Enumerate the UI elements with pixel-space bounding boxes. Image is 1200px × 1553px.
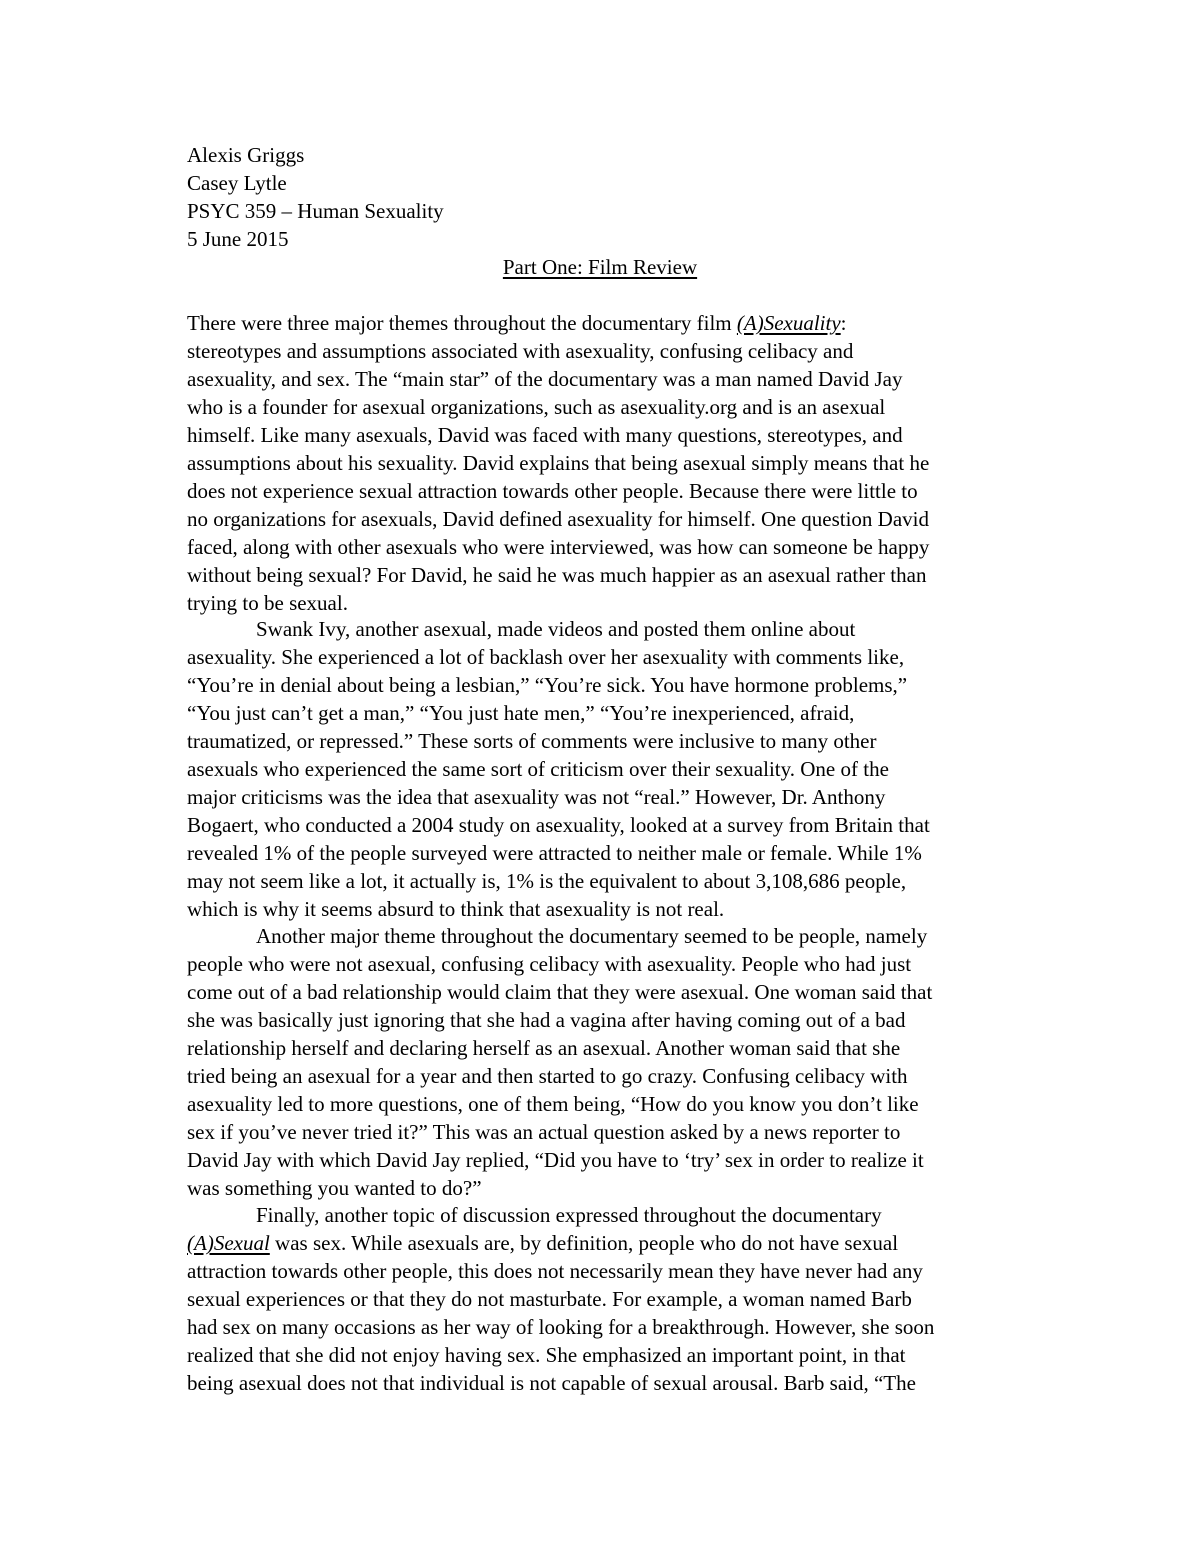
paragraph-line: asexuals who experienced the same sort of criticism over their sexuality. One of the <box>187 757 889 781</box>
page-title-text: Part One: Film Review <box>502 255 698 279</box>
paragraph-line: Another major theme throughout the documentary seemed to be people, namely <box>256 924 928 948</box>
paragraph-line: David Jay with which David Jay replied, “Did you have to ‘try’ sex in order to realize it <box>187 1148 924 1172</box>
instructor-name: Casey Lytle <box>187 171 287 195</box>
paragraph-line: she was basically just ignoring that she had a vagina after having coming out of a bad <box>187 1008 906 1032</box>
paragraph-line: had sex on many occasions as her way of looking for a breakthrough. However, she soon <box>187 1315 935 1339</box>
film-title-italic: (A)Sexuality <box>736 311 841 335</box>
paragraph-line: tried being an asexual for a year and then started to go crazy. Confusing celibacy with <box>187 1064 908 1088</box>
paragraph-line: major criticisms was the idea that asexuality was not “real.” However, Dr. Anthony <box>187 785 886 809</box>
paragraph-line: which is why it seems absurd to think that asexuality is not real. <box>187 897 725 921</box>
course-name: PSYC 359 – Human Sexuality <box>187 199 444 223</box>
paragraph-line: himself. Like many asexuals, David was faced with many questions, stereotypes, and <box>187 423 903 447</box>
paragraph-line: asexuality. She experienced a lot of backlash over her asexuality with comments like, <box>187 645 905 669</box>
paragraph-line: no organizations for asexuals, David defined asexuality for himself. One question David <box>187 507 930 531</box>
paragraph-line: come out of a bad relationship would claim that they were asexual. One woman said that <box>187 980 933 1004</box>
paragraph-line: traumatized, or repressed.” These sorts of comments were inclusive to many other <box>187 729 877 753</box>
paragraph-line: does not experience sexual attraction towards other people. Because there were little to <box>187 479 918 503</box>
paragraph-line: trying to be sexual. <box>187 591 348 615</box>
paragraph-line: faced, along with other asexuals who were interviewed, was how can someone be happy <box>187 535 930 559</box>
page-title <box>0 253 1200 281</box>
student-name: Alexis Griggs <box>187 143 305 167</box>
paragraph-line: Finally, another topic of discussion expressed throughout the documentary <box>256 1203 882 1227</box>
paragraph-line: attraction towards other people, this does not necessarily mean they have never had any <box>187 1259 923 1283</box>
paragraph-line: relationship herself and declaring herself as an asexual. Another woman said that she <box>187 1036 901 1060</box>
paragraph-line <box>187 309 847 337</box>
paragraph-line: may not seem like a lot, it actually is, 1% is the equivalent to about 3,108,686 people, <box>187 869 907 893</box>
paragraph-line: assumptions about his sexuality. David explains that being asexual simply means that he <box>187 451 930 475</box>
paragraph-line: without being sexual? For David, he said he was much happier as an asexual rather than <box>187 563 927 587</box>
paragraph-line: sex if you’ve never tried it?” This was an actual question asked by a news reporter to <box>187 1120 901 1144</box>
paragraph-line: asexuality led to more questions, one of them being, “How do you know you don’t like <box>187 1092 919 1116</box>
paper-date: 5 June 2015 <box>187 227 289 251</box>
paragraph-line: “You’re in denial about being a lesbian,” “You’re sick. You have hormone problems,” <box>187 673 908 697</box>
paragraph-line: Bogaert, who conducted a 2004 study on asexuality, looked at a survey from Britain that <box>187 813 930 837</box>
paragraph-line: revealed 1% of the people surveyed were attracted to neither male or female. While 1% <box>187 841 922 865</box>
paragraph-line: Swank Ivy, another asexual, made videos and posted them online about <box>256 617 856 641</box>
paragraph-line: sexual experiences or that they do not masturbate. For example, a woman named Barb <box>187 1287 912 1311</box>
paragraph-line: being asexual does not that individual is not capable of sexual arousal. Barb said, “The <box>187 1371 916 1395</box>
film-title-italic: (A)Sexual <box>187 1231 270 1255</box>
text-run: was sex. While asexuals are, by definition, people who do not have sexual <box>269 1231 899 1255</box>
paragraph-line: people who were not asexual, confusing celibacy with asexuality. People who had just <box>187 952 912 976</box>
paragraph-line: “You just can’t get a man,” “You just hate men,” “You’re inexperienced, afraid, <box>187 701 855 725</box>
paragraph-line: stereotypes and assumptions associated with asexuality, confusing celibacy and <box>187 339 854 363</box>
paragraph-line: who is a founder for asexual organizations, such as asexuality.org and is an asexual <box>187 395 886 419</box>
paragraph-line <box>187 1229 898 1257</box>
paragraph-line: realized that she did not enjoy having sex. She emphasized an important point, in that <box>187 1343 906 1367</box>
paragraph-line: was something you wanted to do?” <box>187 1176 482 1200</box>
text-run: There were three major themes throughout the documentary film <box>187 311 737 335</box>
text-run: : <box>840 311 847 335</box>
paragraph-line: asexuality, and sex. The “main star” of the documentary was a man named David Jay <box>187 367 903 391</box>
